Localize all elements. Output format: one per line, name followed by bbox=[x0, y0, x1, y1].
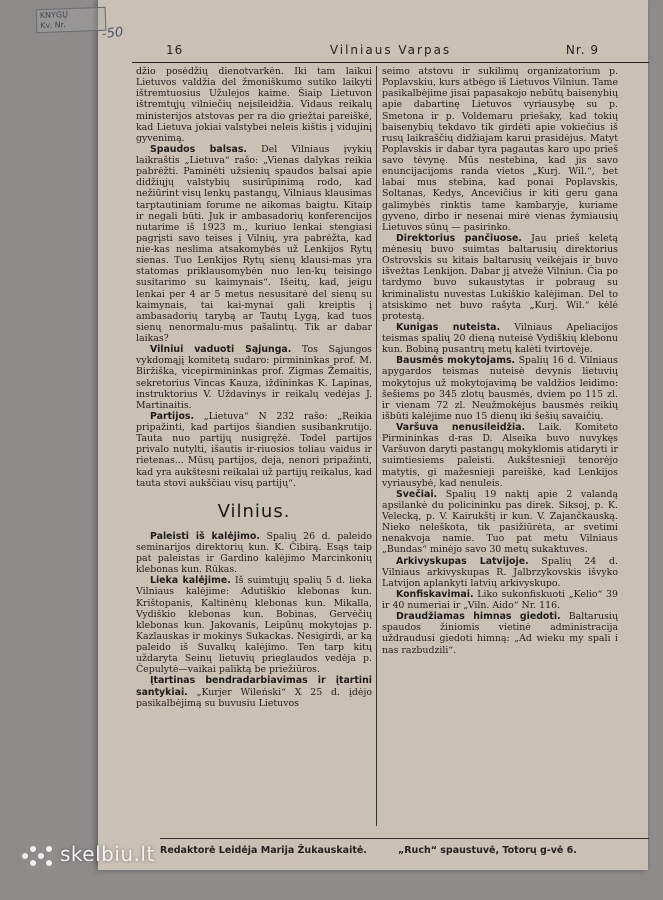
stamp-line-2: Kv. Nr. bbox=[40, 20, 66, 31]
article-body: „Kurjer Wileński“ X 25 d. įdėjo pasikalbėjimą su buvusiu Lietuvos bbox=[136, 686, 372, 709]
article-heading: Arkivyskupas Latvijoje. bbox=[396, 555, 529, 567]
article-body: „Lietuva“ N 232 rašo: „Reikia pripažinti, kad partijos šiandien susibankrutijo. Tauta nuo partijų nusigręžė. Todel partijos privalo nutylti, išautis ir-riuosios toliau vaidus ir rietenas... Mūsų partijos, deja, nenori pripažinti, kad yra aukštesni reikalai už partijų reikalus, kad tauta stovi aukščiau visų partijų“. bbox=[136, 410, 372, 489]
article-body: Vilniaus Apeliacijos teismas spalių 20 dieną nuteisė Vydiškių klebonu kun. Bobiną pusantrų metų kalėti tvirtovėje. bbox=[382, 321, 618, 356]
article-paragraph: seimo atstovu ir sukilimų organizatorium p. Poplavskiu, kurs atbėgo iš Lietuvos Vilniun. Tame pasikalbėjime jisai papasakojo nebūtų baisenybių apie dabartinę Lietuvos vyriausybę su p. Smetona ir p. Voldemaru priešaky, kad tokių baisenybių tekdavo tik girdėti apie vokiečius iš rusų laikraščių didžiajam karui prasidėjus. Matyt Poplavskis ir dabar tyra pagautas karo upo prieš savo tėvynę. Mūs nestebina, kad jis savo enuncijacijoms randa vietos „Kurj. Wil.“, bet labai mus stebina, kad ponai Poplavskis, Soltanas, Kedys, Ancevičius ir kiti geru gana galimybės rinktis tame kambaryje, kuriame gyveno, dirbo ir nesenai mirė vienas žymiausių Lietuvos sūnų — pasirinko. bbox=[382, 66, 618, 233]
article-body: Spalių 26 d. paleido seminarijos direktorių kun. K. Čibirą. Esąs taip pat paleistas ir Gardino kalėjimo Marcinkonių klebonas kun. Rūkas. bbox=[136, 530, 372, 576]
article-paragraph bbox=[136, 144, 372, 344]
article-heading: Vilniui vaduoti Sąjunga. bbox=[150, 344, 292, 356]
article-paragraph bbox=[136, 344, 372, 411]
page-header bbox=[132, 40, 649, 63]
article-heading: Konfiskavimai. bbox=[396, 588, 474, 600]
left-column bbox=[136, 66, 372, 826]
library-stamp bbox=[36, 7, 107, 33]
issue-number: Nr. 9 bbox=[565, 43, 599, 57]
article-paragraph bbox=[136, 575, 372, 675]
article-paragraph bbox=[382, 355, 618, 422]
editor-credit: Redaktorė Leidėja Marija Žukauskaitė. bbox=[160, 845, 367, 856]
article-paragraph bbox=[136, 411, 372, 489]
watermark-brand: skelbiu.lt bbox=[60, 842, 155, 866]
article-paragraph bbox=[382, 611, 618, 656]
article-heading: Lieka kalėjime. bbox=[150, 575, 231, 587]
article-heading: Kunigas nuteista. bbox=[396, 321, 501, 333]
article-paragraph bbox=[382, 556, 618, 589]
article-heading: Svečiai. bbox=[396, 488, 438, 500]
article-heading: Partijos. bbox=[150, 410, 195, 422]
site-watermark bbox=[22, 842, 155, 868]
section-title-vilnius: Vilnius. bbox=[217, 500, 291, 522]
page-footer bbox=[160, 838, 649, 856]
article-body: Spalių 19 naktį apie 2 valandą apsilankė du policininku pas direk. Siksoj, p. K. Velecką, p. V. Kairukštį ir kun. V. Zajančkauską. Nieko neleškota, tik pasižiūrėta, ar svetimi nenakvoja namie. Tuo pat metu Vilniaus „Bundas“ minėjo savo 30 metų sukaktuves. bbox=[382, 488, 618, 556]
article-heading: Paleisti iš kalėjimo. bbox=[150, 530, 260, 542]
page-number: 16 bbox=[166, 43, 184, 57]
handwritten-price: -50 bbox=[101, 24, 124, 43]
article-heading: Direktorius pančiuose. bbox=[396, 232, 522, 244]
article-heading: Įtartinas bendradarbiavimas ir įtartini santykiai. bbox=[136, 675, 372, 698]
article-body: Liko sukonfiskuoti „Kelio“ 39 ir 40 numeriai ir „Viln. Aido“ Nr. 116. bbox=[382, 588, 618, 611]
article-heading: Draudžiamas himnas giedoti. bbox=[396, 611, 561, 623]
newspaper-title: Vilniaus Varpas bbox=[329, 43, 452, 57]
article-paragraph bbox=[382, 489, 618, 556]
article-paragraph: džio posėdžių dienotvarkėn. Iki tam laikui Lietuvos valdžia del žmoniškumo sutiko laikyti ištremtuosius Užulejos kaime. Šiaip Lietuvon ištremtųjų vilniečių neįsileidžia. Vidaus reikalų ministerijos atstovas per ra dio griežtai pareiškė, kad Lietuva jokiai valstybei neleis kištis į vidujinį gyvenimą. bbox=[136, 66, 372, 144]
article-heading: Spaudos balsas. bbox=[150, 143, 247, 155]
article-paragraph bbox=[382, 589, 618, 611]
article-paragraph bbox=[136, 531, 372, 576]
article-body: Iš suimtųjų spalių 5 d. lieka Vilniaus kalėjime: Adutiškio klebonas kun. Krištopanis, Kaltinėnų klebonas kun. Mikalla, Vydiškio klebonas kun. Bobinas, Gervėčių klebonas kun. Jakovanis, Leipūnų mokytojas p. Kazlauskas ir mokinys Sukackas. Nesigirdi, ar ką paleido iš Suvalkų kalėjimo. Ten tarp kitų uždaryta Seinų lietuvių prieglaudos vedėja p. Čepulytė—vaikai paliktą be priežiūros. bbox=[136, 575, 372, 676]
article-body: Tos Sąjungos vykdomąjį komitetą sudaro: pirmininkas prof. M. Biržiška, vicepirmininkas prof. Zigmas Žemaitis, sekretorius Vincas Kauza, iždininkas K. Lapinas, instruktorius V. Uždavinys ir reikalų vedėjas J. Martinaitis. bbox=[136, 344, 372, 411]
article-paragraph bbox=[136, 675, 372, 708]
article-heading: Bausmės mokytojams. bbox=[396, 355, 516, 367]
printer-credit: „Ruch“ spaustuvė, Totorų g-vė 6. bbox=[398, 845, 577, 856]
article-body: Del Vilniaus įvykių laikraštis „Lietuva“ rašo: „Vienas dalykas reikia pabrėžti. Paminėti užsienių spaudos balsai apie didžiųjų valstybių susirūpinimą rodo, kad nežiūrint visų lenkų pastangų, Vilniaus klausimas tarptautiniam forume ne aikomas baigtu. Kitaip ir negali būti. Juk ir ambasadorių konferencijos nutarime iš 1923 m., kuriuo lenkai stengiasi pagrįsti savo teises į Vilnių, yra pabrėžta, kad nie-kas neslima atsakomybės už Lenkijos Rytų sienas. Tuo Lenkijos Rytų sienų klausi-mas yra statomas priklausomybėn nuo len-kų teisingo susitarimo su kaimynais“. Išeitų, kad, jeigu lenkai per 4 ar 5 metus nesusitarė del sienų su kaimynais, tai kai-mynai gali kreiptis į ambasadorių tarybą ar Tautų Lygą, kad tuos sienų nenormalu-mus pašalintų. Tik ar dabar laikas? bbox=[136, 143, 372, 344]
article-paragraph bbox=[382, 233, 618, 322]
article-body: Spalių 24 d. Vilniaus arkivyskupas R. Jalbrzykovskis išvyko Latvijon aplankyti latvių arkivyskupo. bbox=[382, 555, 618, 589]
paw-dots-icon bbox=[22, 844, 54, 868]
article-paragraph bbox=[382, 322, 618, 355]
article-body: Laik. Komiteto Pirmininkas d-ras D. Alseika buvo nuvykęs Varšuvon daryti pastangų mokyklomis atidaryti ir suimtiesiems paleisti. Aukštesnieji tenorėjo matytis, gi mažesnieji pareiškė, kad Lenkijos vyriausybė, kad nenuleis. bbox=[382, 422, 618, 489]
stamp-line-1: KNYGŲ bbox=[39, 10, 69, 21]
column-divider bbox=[376, 66, 377, 826]
article-body: Jau prieš keletą mėnesių buvo suimtas baltarusių direktorius Ostrovskis su kitais baltarusių veikėjais ir buvo išvežtas Lenkijon. Dabar jį atvežė Vilniun. Čia po tardymo buvo sukaustytas ir pobraug su kriminalistu nuvestas Lukiškio kalėjiman. Del to atsiskimo net buvo rašyta „Kurj. Wil.“ kėlė protestą. bbox=[382, 232, 618, 322]
article-paragraph bbox=[382, 422, 618, 489]
article-body: Spalių 16 d. Vilniaus apygardos teismas nuteisė devynis lietuvių mokytojus už mokytojavimą be valdžios leidimo: šešiems po 345 zlotų bausmės, dviem po 115 zl. ir vienam 72 zl. Neužmokėjus bausmės reikių išbūti kalėjime nuo 15 dienų iki šešių savaičių. bbox=[382, 355, 618, 422]
article-heading: Varšuva nenusileidžia. bbox=[396, 422, 526, 433]
right-column bbox=[382, 66, 618, 826]
article-body: Baltarusių spaudos žiniomis vietinė administracija uždraudusi giedoti himną: „Ad wieku my spali i nas razbudzili“. bbox=[382, 611, 618, 656]
